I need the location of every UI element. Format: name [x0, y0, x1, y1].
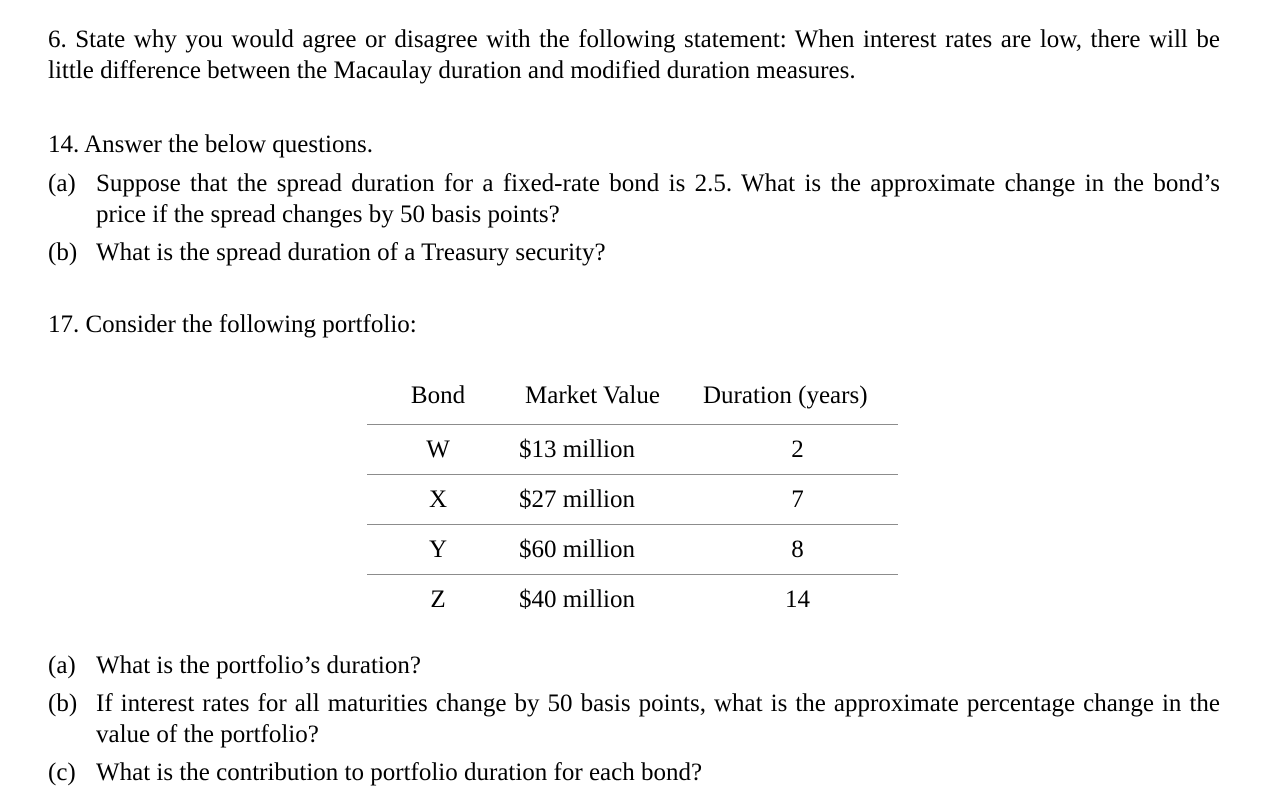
question-14b: [48, 237, 1220, 268]
question-14-heading: 14. Answer the below questions.: [48, 131, 373, 158]
cell-market-value: $60 million: [509, 525, 697, 575]
header-bond: Bond: [410, 382, 466, 409]
portfolio-table: [367, 376, 898, 624]
cell-duration: 14: [697, 575, 898, 625]
question-14-subquestions: [48, 168, 1220, 275]
table-row: [367, 475, 898, 525]
cell-bond: Z: [367, 575, 509, 625]
question-17-subquestions: [48, 650, 1220, 795]
subquestion-text: What is the portfolio’s duration?: [96, 652, 421, 679]
cell-bond: Y: [367, 525, 509, 575]
cell-bond: X: [367, 475, 509, 525]
subquestion-text: What is the contribution to portfolio duration for each bond?: [96, 759, 703, 786]
cell-duration: 8: [697, 525, 898, 575]
subquestion-label: (a): [48, 652, 76, 679]
subquestion-text: What is the spread duration of a Treasury security?: [96, 239, 606, 266]
subquestion-text: Suppose that the spread duration for a fixed-rate bond is 2.5. What is the approximate change in the bond’s price if the spread changes by 50 basis points?: [96, 170, 1220, 228]
header-market-value: Market Value: [525, 382, 660, 409]
cell-market-value: $27 million: [509, 475, 697, 525]
cell-bond: W: [367, 425, 509, 475]
table-row: [367, 525, 898, 575]
subquestion-label: (c): [48, 759, 76, 786]
header-duration: Duration (years): [703, 382, 868, 409]
subquestion-label: (b): [48, 690, 78, 717]
question-17c: [48, 757, 1220, 788]
question-14a: [48, 168, 1220, 230]
question-17a: [48, 650, 1220, 681]
cell-duration: 2: [697, 425, 898, 475]
table-row: [367, 575, 898, 625]
question-17b: [48, 688, 1220, 750]
question-6: 6. State why you would agree or disagree with the following statement: When interest rates are low, there will be little difference between the Macaulay duration and modified duration measures.: [48, 26, 1220, 84]
table-header-row: [367, 376, 898, 425]
subquestion-label: (a): [48, 170, 76, 197]
question-17-heading: 17. Consider the following portfolio:: [48, 311, 417, 338]
subquestion-label: (b): [48, 239, 78, 266]
table-row: [367, 425, 898, 475]
cell-market-value: $40 million: [509, 575, 697, 625]
subquestion-text: If interest rates for all maturities change by 50 basis points, what is the approximate percentage change in the value of the portfolio?: [96, 690, 1220, 748]
cell-duration: 7: [697, 475, 898, 525]
cell-market-value: $13 million: [509, 425, 697, 475]
